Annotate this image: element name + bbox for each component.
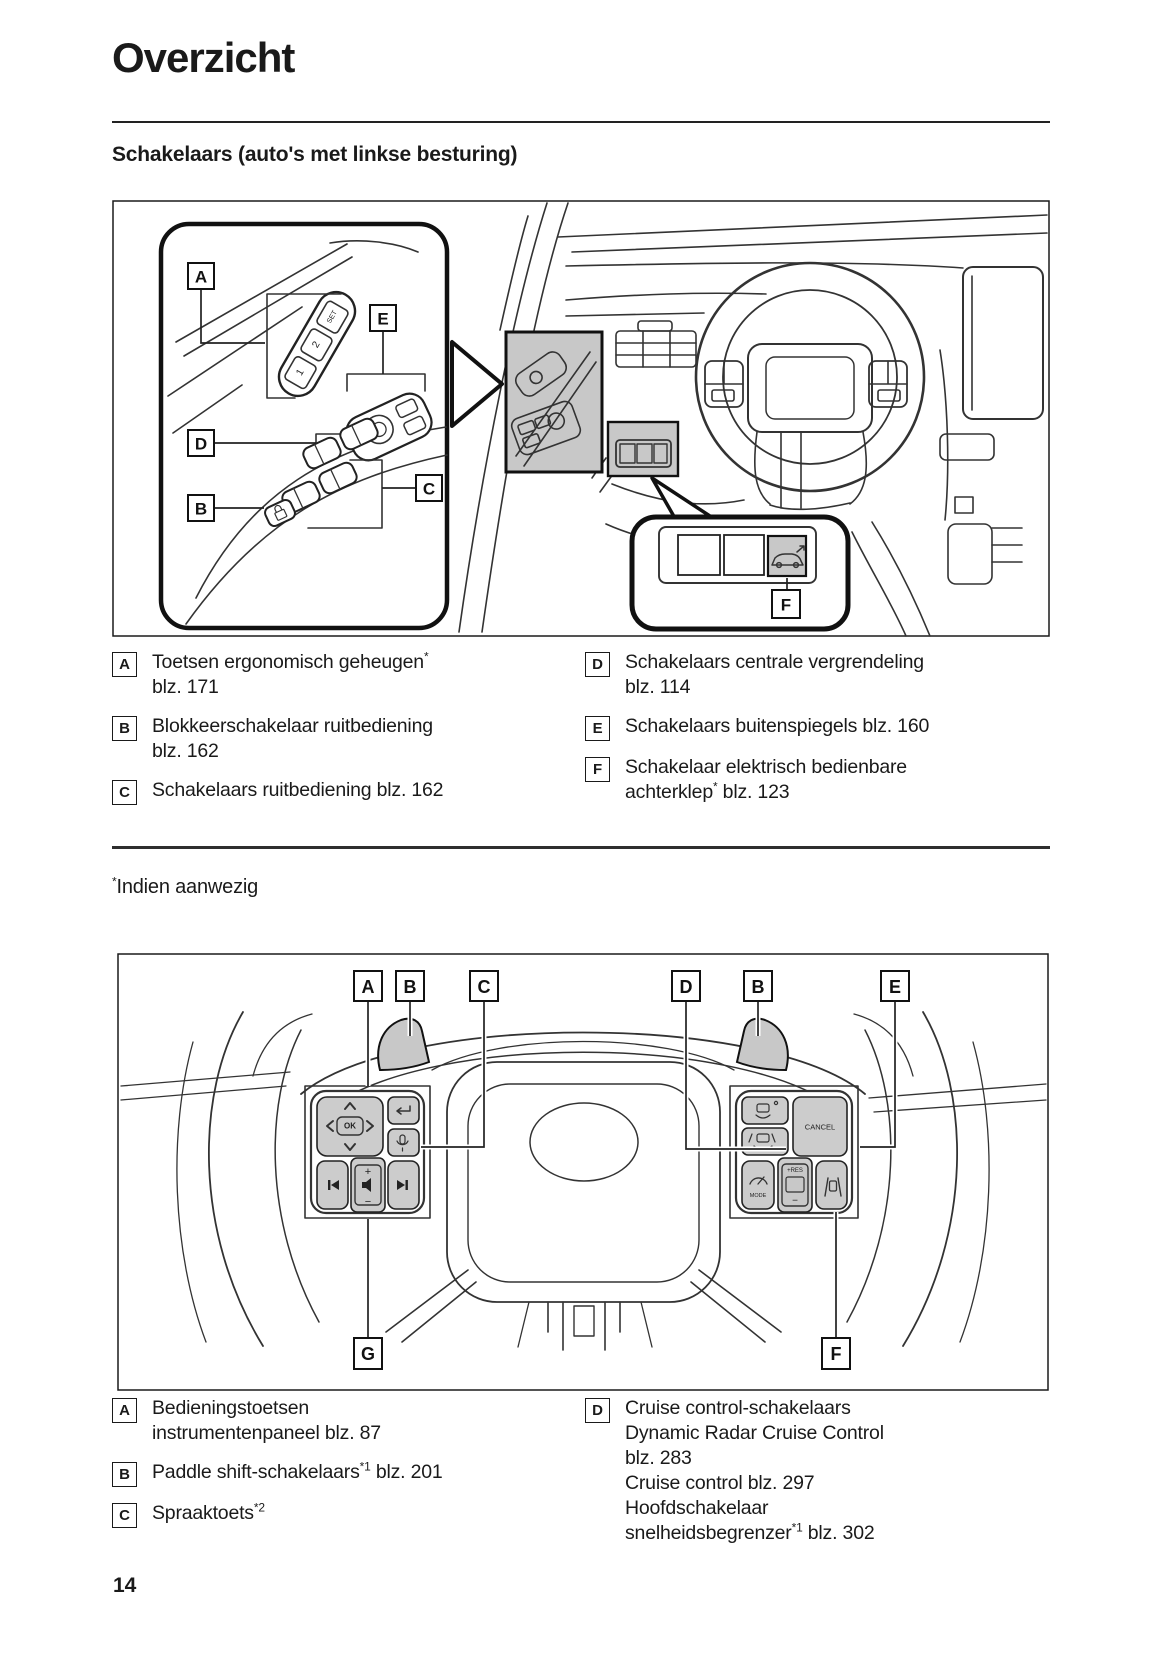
figure-door-switches-drawing	[112, 200, 1050, 637]
legend-letter-box: D	[585, 652, 610, 677]
legend-item-b	[112, 714, 574, 764]
legend-letter-box: D	[585, 1398, 610, 1423]
legend-letter-box: C	[112, 780, 137, 805]
callout-label-a	[354, 971, 382, 1001]
svg-text:B: B	[403, 977, 417, 997]
legend-item-d	[585, 650, 1053, 700]
callout-label-c	[416, 475, 442, 501]
svg-text:C: C	[422, 479, 436, 499]
volume-minus-label: −	[364, 1196, 372, 1208]
legend-line: blz. 283	[625, 1447, 692, 1469]
legend-line: Schakelaars centrale vergrendeling	[625, 651, 924, 673]
svg-text:F: F	[780, 595, 792, 615]
legend1-right-column	[585, 650, 1053, 819]
legend-item-b	[112, 1460, 574, 1487]
ok-label: OK	[344, 1121, 356, 1131]
svg-text:A: A	[361, 977, 375, 997]
svg-text:E: E	[888, 977, 902, 997]
callout-label-b-left	[396, 971, 424, 1001]
speed-limiter-button	[816, 1161, 847, 1209]
volume-plus-label: +	[364, 1166, 372, 1178]
footnote: *Indien aanwezig	[112, 874, 259, 898]
legend2-right-column	[585, 1396, 1053, 1560]
radar-distance-button	[742, 1097, 788, 1124]
legend1-left-column	[112, 650, 574, 819]
legend-line: Blokkeerschakelaar ruitbediening	[152, 715, 433, 737]
legend-line: blz. 162	[152, 740, 219, 762]
legend-letter-box: B	[112, 1462, 137, 1487]
svg-text:A: A	[194, 267, 208, 287]
door-switch-highlight	[506, 332, 602, 472]
legend-letter-box: B	[112, 716, 137, 741]
legend-letter-box: A	[112, 1398, 137, 1423]
page-title: Overzicht	[112, 34, 295, 81]
callout-label-e	[881, 971, 909, 1001]
legend-letter-box: E	[585, 716, 610, 741]
legend-line: snelheidsbegrenzer$^{*1}$ blz. 302	[625, 1520, 875, 1544]
legend-letter-box: C	[112, 1503, 137, 1528]
callout-label-e	[370, 305, 396, 331]
callout-label-d	[672, 971, 700, 1001]
legend-item-a	[112, 650, 574, 700]
memory-set-label: SET	[326, 309, 339, 325]
legend-line: Toetsen ergonomisch geheugen*	[152, 649, 429, 673]
legend-line: achterklep* blz. 123	[625, 779, 790, 803]
legend-line: Schakelaars buitenspiegels blz. 160	[625, 715, 930, 737]
legend-line: blz. 114	[625, 676, 691, 698]
callout-label-f	[822, 1338, 850, 1369]
legend-item-d	[585, 1396, 1053, 1546]
figure-border	[118, 954, 1048, 1390]
callout-label-b	[188, 495, 214, 521]
callout-label-b-right	[744, 971, 772, 1001]
svg-text:E: E	[377, 309, 389, 329]
legend-line: Schakelaars ruitbediening blz. 162	[152, 779, 444, 801]
figure-steering-wheel-switches	[117, 953, 1049, 1391]
callout-label-g	[354, 1338, 382, 1369]
legend-line: instrumentenpaneel blz. 87	[152, 1422, 381, 1444]
section-divider	[112, 846, 1050, 849]
legend-item-c	[112, 1501, 574, 1528]
legend2-left-column	[112, 1396, 574, 1542]
callout-label-f	[772, 590, 800, 618]
legend-item-e	[585, 714, 1053, 741]
legend-line: Bedieningstoetsen	[152, 1397, 310, 1419]
figure-steering-wheel-drawing	[117, 953, 1049, 1391]
svg-text:G: G	[360, 1344, 376, 1364]
panel-switch-highlight	[608, 422, 678, 476]
res-minus-label: −	[792, 1195, 798, 1207]
page-number: 14	[113, 1574, 137, 1597]
legend-line: Dynamic Radar Cruise Control	[625, 1422, 884, 1444]
legend-item-a	[112, 1396, 574, 1446]
memory-2-label: 2	[310, 339, 323, 351]
section-heading: Schakelaars (auto's met linkse besturing)	[112, 143, 518, 166]
res-label: +RES	[787, 1168, 803, 1174]
svg-text:D: D	[194, 434, 208, 454]
svg-text:B: B	[751, 977, 765, 997]
voice-button	[388, 1129, 419, 1156]
legend-letter-box: F	[585, 757, 610, 782]
callout-label-d	[188, 430, 214, 456]
legend-line: Hoofdschakelaar	[625, 1497, 769, 1519]
left-steering-cluster	[305, 1086, 430, 1218]
svg-text:C: C	[477, 977, 491, 997]
title-divider	[112, 121, 1050, 123]
tailgate-button	[768, 536, 806, 576]
legend-letter-box: A	[112, 652, 137, 677]
legend-line: Cruise control-schakelaars	[625, 1397, 851, 1419]
legend-item-f	[585, 755, 1053, 805]
legend-line: Spraaktoets$^{*2}$	[152, 1500, 265, 1524]
mode-label: MODE	[749, 1193, 767, 1199]
cancel-label: CANCEL	[804, 1122, 836, 1132]
legend-line: Paddle shift-schakelaars$^{*1}$ blz. 201	[152, 1459, 443, 1483]
figure-door-switches	[112, 200, 1050, 637]
mode-button	[742, 1161, 774, 1209]
memory-1-label: 1	[294, 367, 307, 378]
callout-label-c	[470, 971, 498, 1001]
legend-line: Schakelaar elektrisch bedienbare	[625, 756, 907, 778]
legend-item-c	[112, 778, 574, 805]
legend-line: Cruise control blz. 297	[625, 1472, 815, 1494]
svg-text:D: D	[679, 977, 693, 997]
legend-line: blz. 171	[152, 676, 219, 698]
right-steering-cluster	[730, 1086, 858, 1218]
svg-text:B: B	[194, 499, 208, 519]
svg-text:F: F	[830, 1344, 842, 1364]
callout-label-a	[188, 263, 214, 289]
